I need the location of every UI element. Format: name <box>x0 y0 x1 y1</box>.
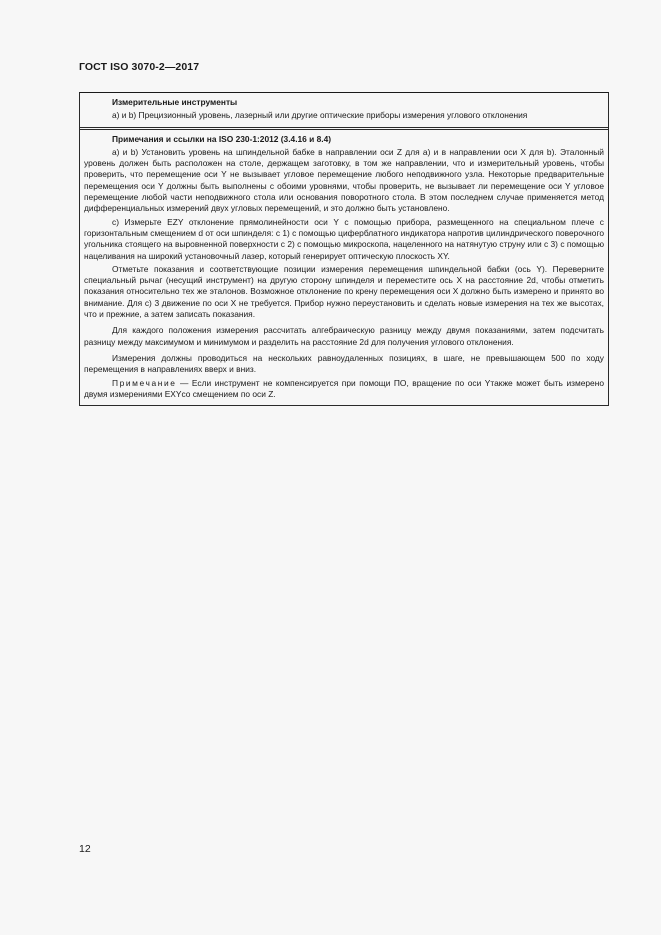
notes-paragraph: Измерения должны проводиться на нескольких равноудаленных позициях, в шаге, не превышающем 500 по ходу перемещения в направлениях вверх и вниз. <box>84 352 604 375</box>
measuring-tools-text: а) и b) Прецизионный уровень, лазерный или другие оптические приборы измерения углового отклонения <box>112 110 528 121</box>
notes-paragraph: Отметьте показания и соответствующие позиции измерения перемещения шпиндельной бабки (ось Y). Переверните специальный рычаг (несущий инструмент) на другую сторону шпинделя и переместите ось X на расстояние 2d, чтобы отметить показания относительно тех же эталонов. Возможное отклонение по крену перемещения оси X должно быть измерено и принято во внимание. Для с) 3 движение по оси X не требуется. Прибор нужно переустановить и сделать новые измерения на тех же высотах, что и прежние, а затем записать показания. <box>84 263 604 320</box>
document-standard-title: ГОСТ ISO 3070-2—2017 <box>79 61 200 73</box>
notes-section <box>80 127 608 406</box>
notes-paragraph: а) и b) Установить уровень на шпиндельной бабке в направлении оси Z для а) и в направлении оси X для b). Эталонный уровень должен быть расположен на столе, держащем заготовку, в том же направлении, что и измерительный уровень, чтобы проверить, что перемещение оси Y не вызывает угловое перемещение любого неподвижного узла. Некоторые предварительные перемещения оси Y должны быть выполнены с обоими уровнями, чтобы проверить, не вызывает ли перемещение оси Y угловое перемещение любой части неподвижного стола или основания поворотного стола. В этом последнем случае применяется метод дифференциальных измерений двух угловых перемещений, и это должно быть установлено. <box>84 146 604 214</box>
note-label: Примечание <box>112 377 177 388</box>
notes-paragraph: с) Измерьте EZY отклонение прямолинейности оси Y с помощью прибора, размещенного на специальном плече с горизонтальным смещением d от оси шпинделя: с 1) с помощью циферблатного индикатора напротив цилиндрического поверочного угольника стоящего на выровненной поверхности с 2) с помощью микроскопа, нацеленного на натянутую струну или с 3) с помощью нацеливания на широкий установочный лазер, который генерирует оптическую плоскость XY. <box>84 216 604 261</box>
note-text: — Если инструмент не компенсируется при помощи ПО, вращение по оси Yтакже может быть измерено двумя измерениями EXYсо смещением по оси Z. <box>84 377 604 399</box>
page-number: 12 <box>79 843 91 855</box>
test-description-table <box>79 92 609 406</box>
note-paragraph <box>84 378 604 401</box>
measuring-tools-heading: Измерительные инструменты <box>112 97 238 107</box>
notes-heading: Примечания и ссылки на ISO 230-1:2012 (3.4.16 и 8.4) <box>112 133 332 144</box>
measuring-tools-section <box>80 93 608 127</box>
notes-paragraph: Для каждого положения измерения рассчитать алгебраическую разницу между двумя показаниями, затем подсчитать разницу между максимумом и минимумом и разделить на расстояние 2d для получения углового отклонения. <box>84 325 604 347</box>
